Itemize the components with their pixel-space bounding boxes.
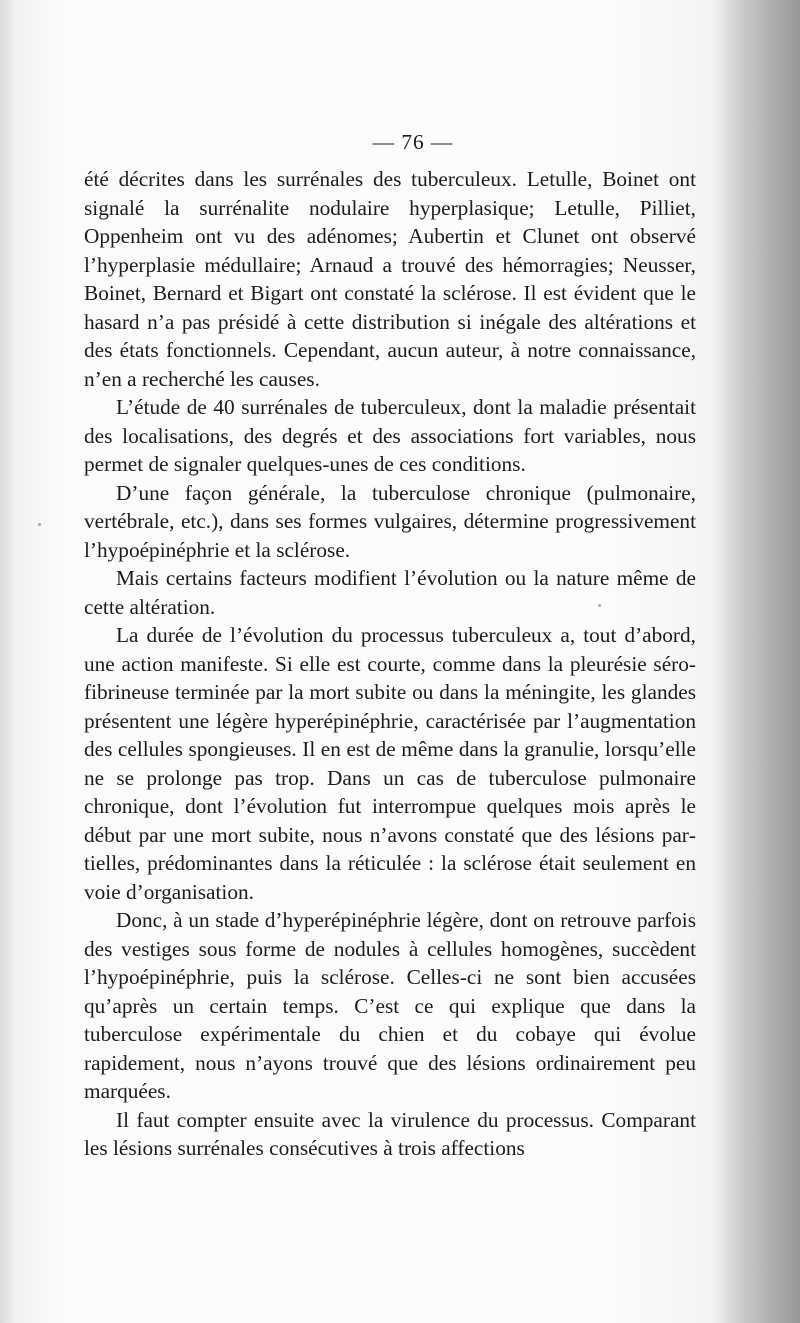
paragraph-7: Il faut compter ensuite avec la virulence du processus. Comparant les lésions surrénales consécutives à trois affections — [84, 1107, 696, 1160]
scan-speck — [38, 523, 41, 526]
page-edge-shadow — [720, 0, 800, 1323]
text-block — [84, 128, 696, 1163]
paragraph-2: L’étude de 40 surrénales de tuberculeux, dont la maladie présentait des localisations, des degrés et des associations fort variables, nous permet de signaler quelques-unes de ces conditions. — [84, 395, 696, 476]
paragraph-1: été décrites dans les surrénales des tuberculeux. Letulle, Boinet ont signalé la surrénalite nodulaire hyperplasique; Letulle, Pilliet, Oppenheim ont vu des adénomes; Aubertin et Clunet ont observé l’hyperplasie médullaire; Arnaud a trouvé des hémorragies; Neusser, Boinet, Bernard et Bigart ont constaté la sclérose. Il est évident que le hasard n’a pas présidé à cette distribution si inégale des altérations et des états fonctionnels. Cependant, aucun auteur, à notre connaissance, n’en a recherché les causes. — [84, 167, 696, 391]
paragraph-3: D’une façon générale, la tuberculose chronique (pulmonaire, vertébrale, etc.), dans ses formes vulgaires, détermine progressivement l’hypoépinéphrie et la sclérose. — [84, 480, 696, 562]
page-number: — 76 — — [372, 130, 454, 154]
paragraph-4: Mais certains facteurs modifient l’évolution ou la nature même de cette altération. — [84, 566, 696, 619]
paragraph-6: Donc, à un stade d’hyperépinéphrie légère, dont on retrouve parfois des vestiges sous forme de nodules à cellules homogènes, succèdent l’hypoépinéphrie, puis la sclérose. Celles-ci ne sont bien accusées qu’après un certain temps. C’est ce qui explique que dans la tuberculose expérimentale du chien et du cobaye qui évolue rapidement, nous n’ayons trouvé que des lésions ordinairement peu marquées. — [84, 908, 696, 1103]
paragraph-5: La durée de l’évolution du processus tuberculeux a, tout d’abord, une action manifeste. Si elle est courte, comme dans la pleurésie séro-fibrineuse terminée par la mort subite ou dans la méningite, les glandes présentent une légère hyperépinéphrie, caractérisée par l’augmentation des cellules spongieuses. Il en est de même dans la granulie, lorsqu’elle ne se prolonge pas trop. Dans un cas de tuberculose pulmonaire chronique, dont l’évolution fut interrompue quelques mois après le début par une mort subite, nous n’avons constaté que des lésions partielles, prédominantes dans la réticulée : la sclérose était seulement en voie d’organisation. — [84, 623, 696, 904]
